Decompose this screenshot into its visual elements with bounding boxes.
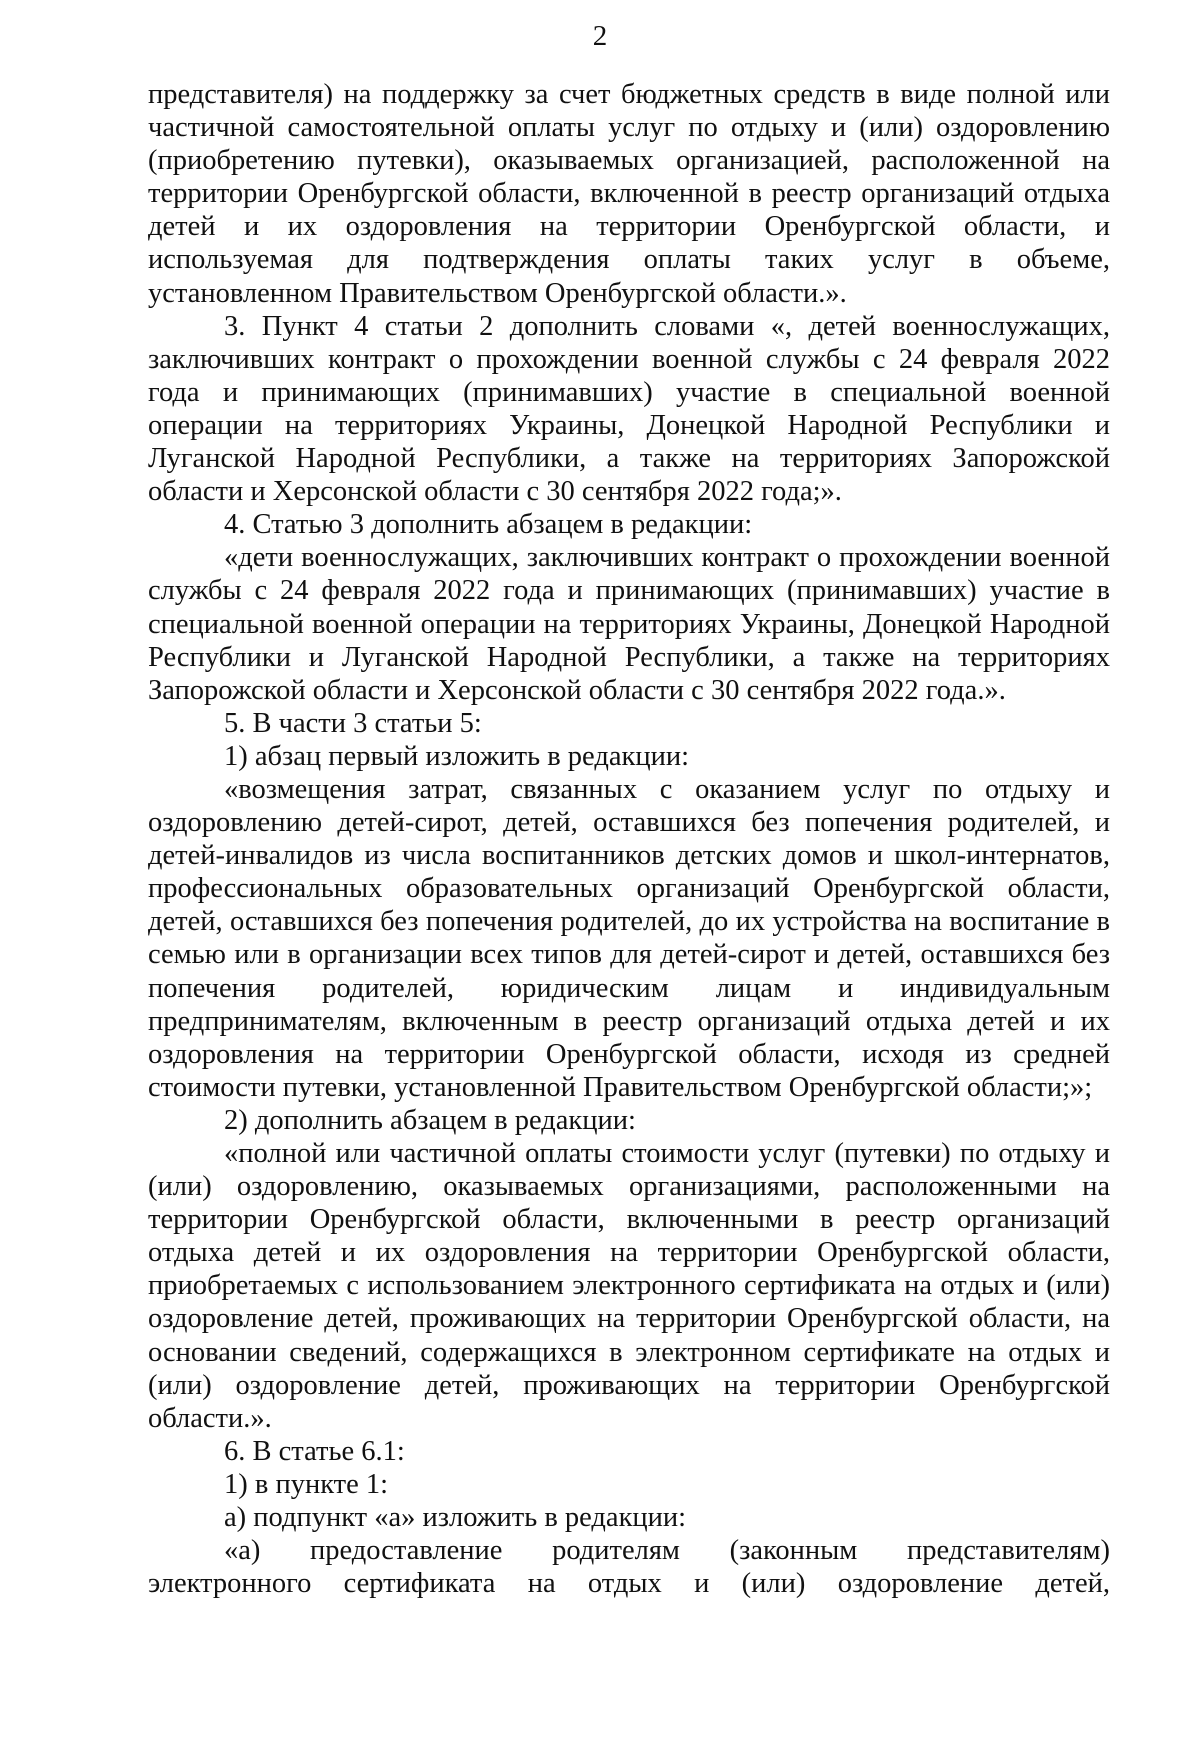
page-number: 2 bbox=[592, 20, 608, 52]
paragraph-item-5-1: 1) абзац первый изложить в редакции: bbox=[224, 740, 690, 772]
paragraph-item-6-1-a: а) подпункт «а» изложить в редакции: bbox=[224, 1502, 687, 1534]
paragraph-item-6: 6. В статье 6.1: bbox=[224, 1435, 405, 1467]
paragraph-item-6-1: 1) в пункте 1: bbox=[224, 1468, 389, 1500]
paragraph-continuation: представителя) на поддержку за счет бюджетных средств в виде полной или частичной самостоятельной оплаты услуг по отдыху и (или) оздоровлению (приобретению путевки), оказываемых организацией, расположенной на территории Оренбургской области, включенной в реестр организаций отдыха детей и их оздоровления на территории Оренбургской области, и используемая для подтверждения оплаты таких услуг в объеме, установленном Правительством Оренбургской области.». bbox=[148, 79, 1110, 309]
paragraph-item-5-1-quote: «возмещения затрат, связанных с оказанием услуг по отдыху и оздоровлению детей-сирот, детей, оставшихся без попечения родителей, и детей-инвалидов из числа воспитанников детских домов и школ-интернатов, профессиональных образовательных организаций Оренбургской области, детей, оставшихся без попечения родителей, до их устройства на воспитание в семью или в организации всех типов для детей-сирот и детей, оставшихся без попечения родителей, юридическим лицам и индивидуальным предпринимателям, включенным в реестр организаций отдыха детей и их оздоровления на территории Оренбургской области, исходя из средней стоимости путевки, установленной Правительством Оренбургской области;»; bbox=[148, 773, 1110, 1103]
paragraph-item-4-quote: «дети военнослужащих, заключивших контракт о прохождении военной службы с 24 февраля 2022 года и принимающих (принимавших) участие в специальной военной операции на территориях Украины, Донецкой Народной Республики и Луганской Народной Республики, а также на территориях Запорожской области и Херсонской области с 30 сентября 2022 года.». bbox=[148, 542, 1110, 706]
document-body bbox=[148, 78, 1110, 1600]
paragraph-item-4: 4. Статью 3 дополнить абзацем в редакции: bbox=[224, 509, 753, 541]
paragraph-item-5-2-quote: «полной или частичной оплаты стоимости услуг (путевки) по отдыху и (или) оздоровлению, оказываемых организациями, расположенными на территории Оренбургской области, включенными в реестр организаций отдыха детей и их оздоровления на территории Оренбургской области, приобретаемых с использованием электронного сертификата на отдых и (или) оздоровление детей, проживающих на территории Оренбургской области, на основании сведений, содержащихся в электронном сертификате на отдых и (или) оздоровление детей, проживающих на территории Оренбургской области.». bbox=[148, 1138, 1110, 1434]
paragraph-item-3: 3. Пункт 4 статьи 2 дополнить словами «, детей военнослужащих, заключивших контракт о прохождении военной службы с 24 февраля 2022 года и принимающих (принимавших) участие в специальной военной операции на территориях Украины, Донецкой Народной Республики и Луганской Народной Республики, а также на территориях Запорожской области и Херсонской области с 30 сентября 2022 года;». bbox=[148, 310, 1110, 508]
paragraph-item-5: 5. В части 3 статьи 5: bbox=[224, 707, 482, 739]
paragraph-item-6-1-a-quote: «а) предоставление родителям (законным представителям) электронного сертификата на отдых и (или) оздоровление детей, bbox=[148, 1535, 1110, 1600]
paragraph-item-5-2: 2) дополнить абзацем в редакции: bbox=[224, 1104, 636, 1136]
